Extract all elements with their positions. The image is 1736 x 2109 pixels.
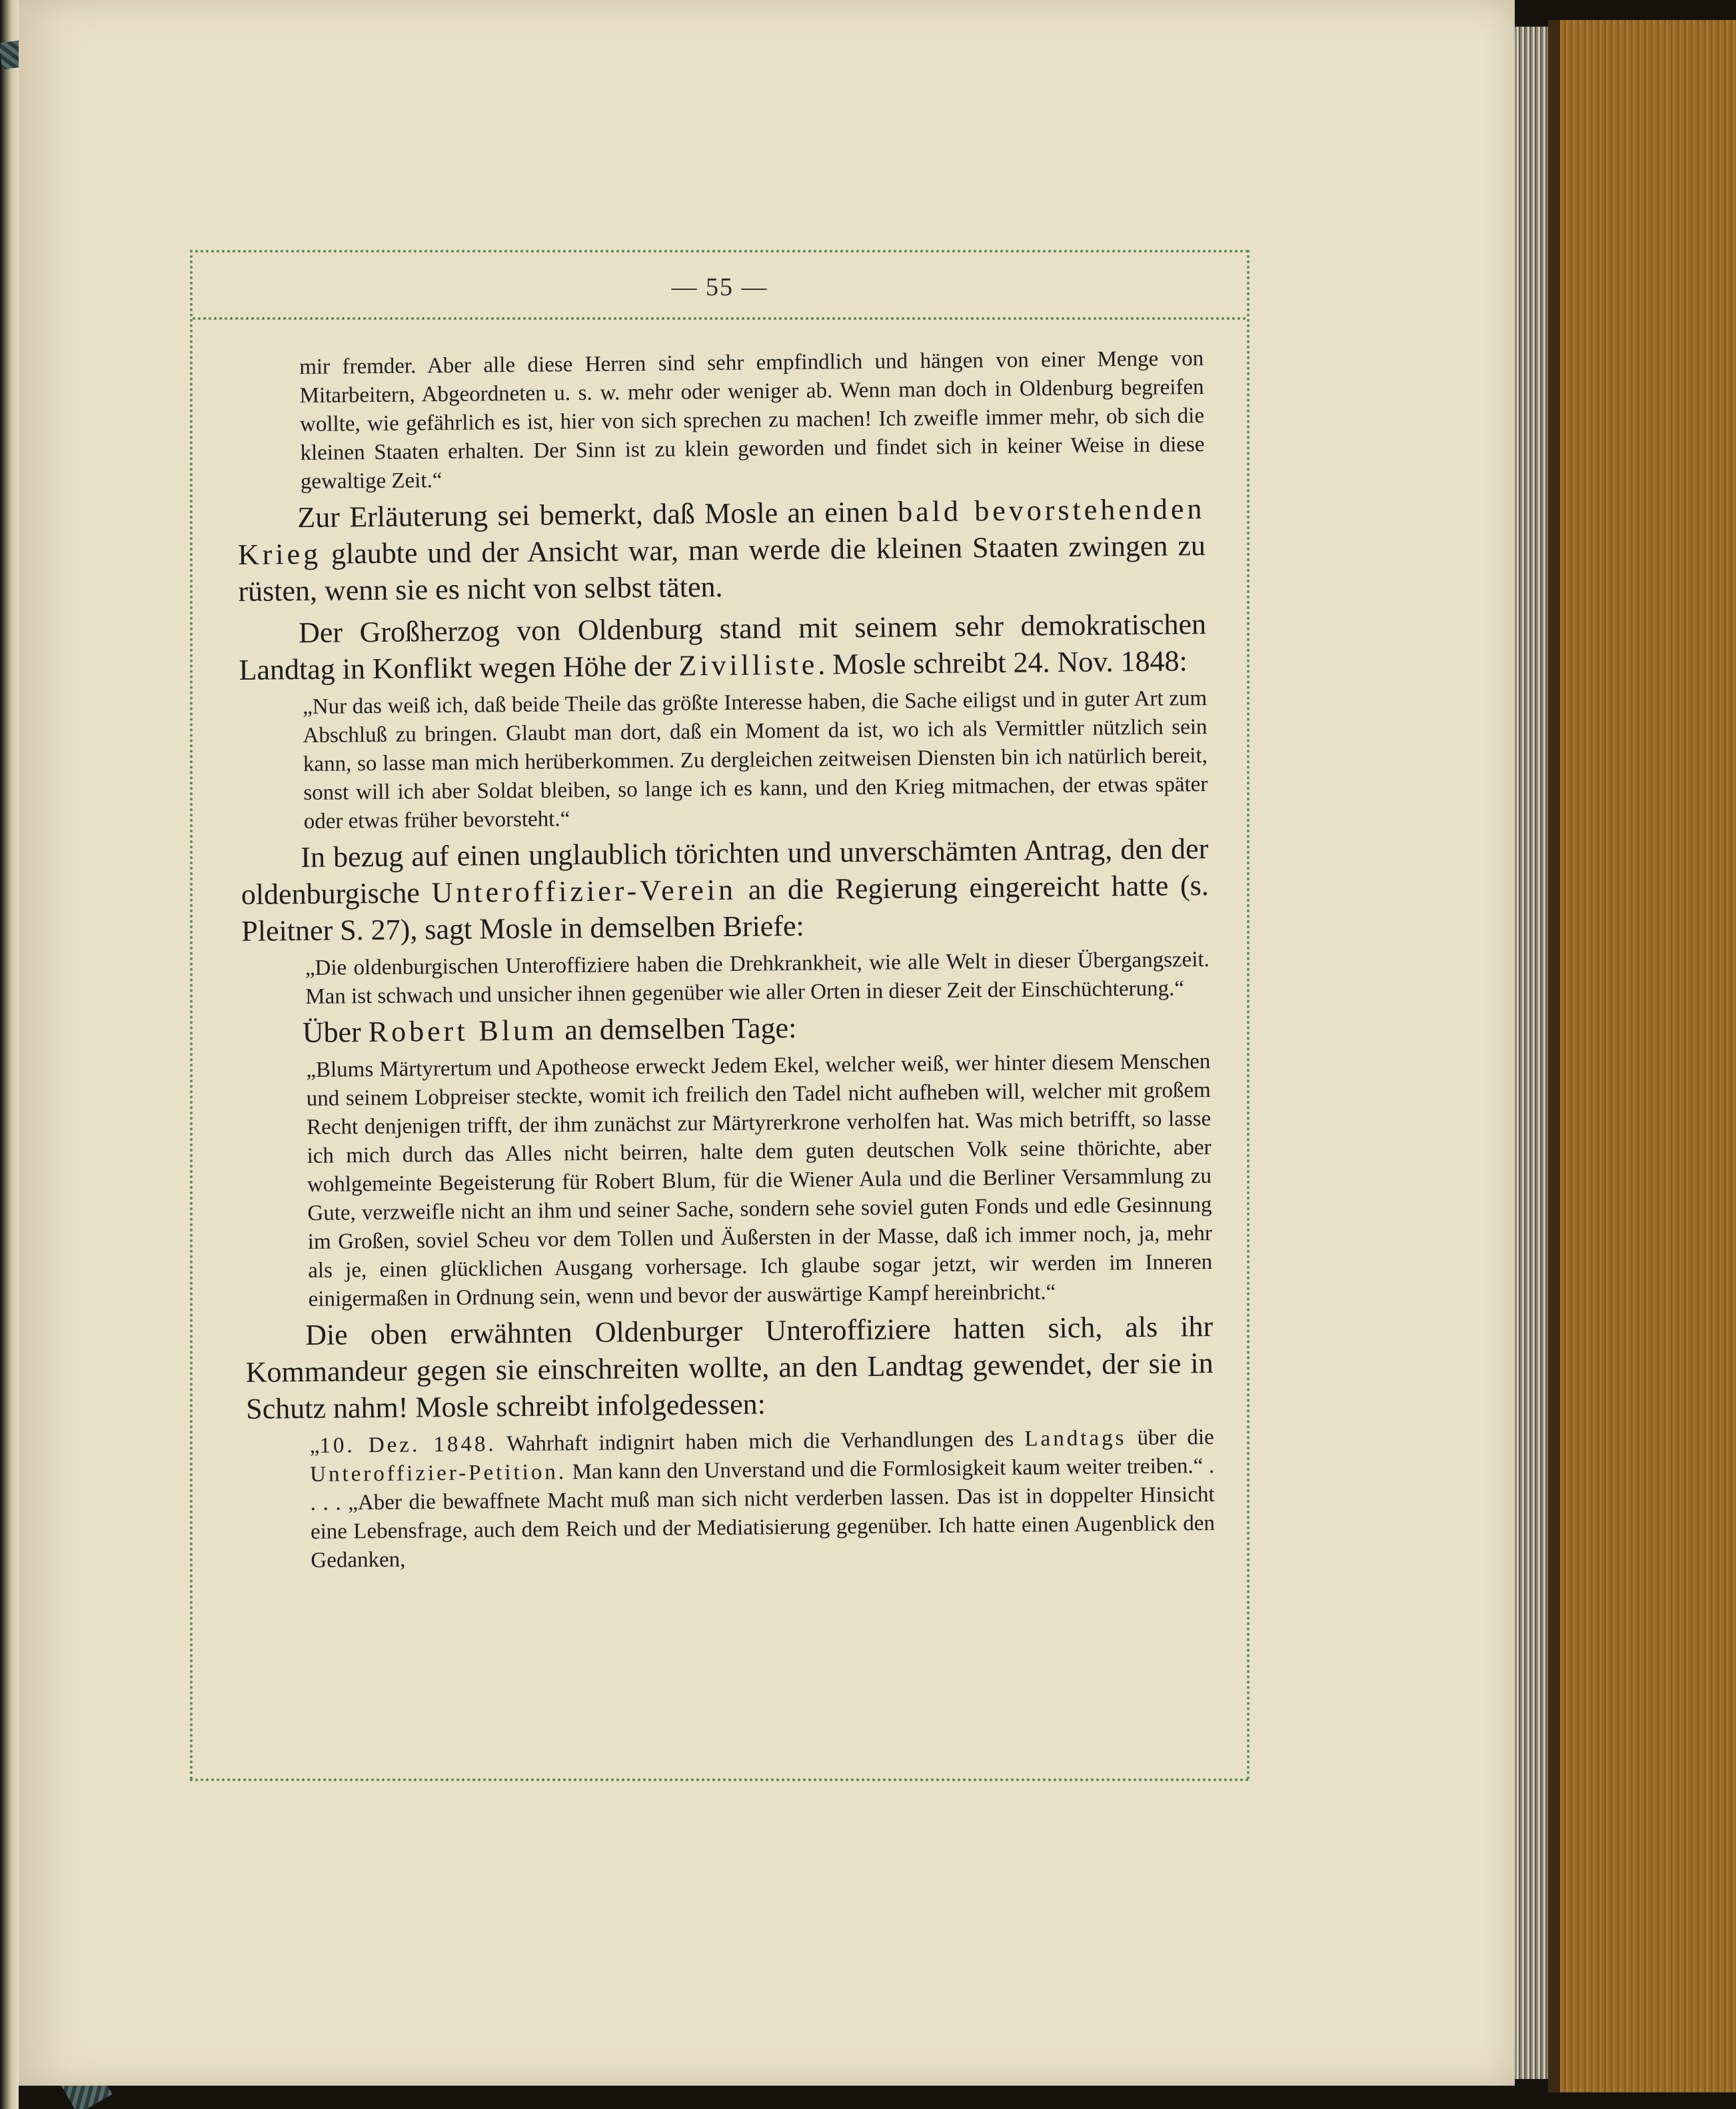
paragraph-2 bbox=[239, 606, 1207, 688]
page-number: — 55 — bbox=[671, 273, 768, 301]
text-run: Der Großherzog von Oldenburg stand mit seinem sehr demokratischen Landtag in Konflikt wegen Höhe der bbox=[239, 608, 1207, 686]
spaced-emphasis: Robert Blum bbox=[368, 1014, 558, 1049]
spaced-emphasis: Unteroffizier-Petition. bbox=[310, 1460, 567, 1487]
page-body bbox=[236, 345, 1217, 1766]
text-run: Man kann den Unverstand und die Formlosigkeit kaum weiter treiben.“ . . . . „Aber die bewaffnete Macht muß man sich nicht verderben lassen. Das ist in doppelter Hinsicht eine Lebensfrage, auch dem Reich und der Mediatisierung gegenüber. Ich hatte einen Augenblick den Gedanken, bbox=[310, 1453, 1216, 1573]
spaced-emphasis: Landtags bbox=[1024, 1426, 1127, 1451]
quote-paragraph-5 bbox=[310, 1423, 1216, 1575]
spaced-emphasis: Unteroffizier-Verein bbox=[431, 873, 737, 910]
quote-paragraph-4: „Blums Märtyrertum und Apotheose erweckt Jedem Ekel, welcher weiß, wer hinter diesem Menschen und seinem Lobpreiser steckte, womit ich freilich den Tadel nicht aufheben will, welcher mit großem Recht denjenigen trifft, der ihm zunächst zur Märtyrerkrone verholfen hat. Was mich betrifft, so lasse ich mich durch das Alles nicht beirren, halte dem guten deutschen Volk seine thörichte, aber wohlgemeinte Begeisterung für Robert Blum, für die Wiener Aula und die Berliner Versammlung zu Gute, verzweifle nicht an ihm und seiner Sache, sondern sehe soviel guten Fonds und edle Gesinnung im Großen, soviel Scheu vor dem Tollen und Äußersten in der Masse, daß ich immer noch, ja, mehr als je, einen glücklichen Ausgang vorhersage. Ich glaube sogar jetzt, wir werden im Inneren einigermaßen in Ordnung sein, wenn und bevor der auswärtige Kampf hereinbricht.“ bbox=[306, 1049, 1213, 1311]
paragraph-3 bbox=[241, 830, 1210, 950]
quote-paragraph-1: mir fremder. Aber alle diese Herren sind sehr empfindlich und hängen von einer Menge von Mitarbeitern, Abgeordneten u. s. w. mehr oder weniger ab. Wenn man doch in Oldenburg begreifen wollte, wie gefährlich es ist, hier von sich sprechen zu machen! Ich zweifle immer mehr, ob sich die kleinen Staaten erhalten. Der Sinn ist zu klein geworden und findet sich in keiner Weise in diese gewaltige Zeit.“ bbox=[299, 347, 1205, 494]
spaced-emphasis: Zivilliste bbox=[678, 648, 818, 682]
text-run: glaubte und der Ansicht war, man werde die kleinen Staaten zwingen zu rüsten, wenn sie es nicht von selbst täten. bbox=[238, 529, 1206, 608]
quote-paragraph-2: „Nur das weiß ich, daß beide Theile das größte Interesse haben, die Sache eiligst und in guter Art zum Abschluß zu bringen. Glaubt man dort, daß ein Moment da ist, wo ich als Vermittler nützlich sein kann, so lasse man mich herüberkommen. Zu dergleichen zeitweisen Diensten bin ich natürlich bereit, sonst will ich aber Soldat bleiben, so lange ich es kann, und den Krieg mitmachen, der etwas später oder etwas früher bevorsteht.“ bbox=[302, 686, 1208, 834]
left-page-edge bbox=[0, 0, 19, 2109]
book-cover bbox=[1548, 20, 1736, 2092]
text-run: In bezug auf einen unglaublich törichten und unverschämten Antrag, den der oldenburgische bbox=[241, 832, 1209, 911]
text-run: Zur Erläuterung sei bemerkt, daß Mosle an einen bbox=[297, 495, 898, 534]
text-run: über die bbox=[1126, 1425, 1214, 1451]
header-divider bbox=[193, 317, 1247, 320]
text-run: „ bbox=[309, 1433, 320, 1458]
text-run: . Mosle schreibt 24. Nov. 1848: bbox=[818, 644, 1188, 681]
spaced-emphasis: 10. Dez. 1848. bbox=[319, 1432, 496, 1458]
text-run: Über bbox=[302, 1016, 369, 1050]
text-run: Wahrhaft indignirt haben mich die Verhandlungen des bbox=[496, 1427, 1025, 1457]
paragraph-5: Die oben erwähnten Oldenburger Unteroffiziere hatten sich, als ihr Kommandeur gegen sie einschreiten wollte, an den Landtag gewendet, der sie in Schutz nahm! Mosle schreibt infolgedessen: bbox=[245, 1309, 1214, 1425]
text-run: an die Regierung eingereicht hatte (s. Pleitner S. 27), sagt Mosle in demselben Briefe: bbox=[241, 868, 1209, 948]
paragraph-4 bbox=[243, 1006, 1210, 1052]
text-run: an demselben Tage: bbox=[557, 1011, 797, 1047]
page-edges bbox=[1515, 27, 1548, 2079]
spaced-emphasis: bald bevorstehenden Krieg bbox=[237, 492, 1206, 571]
book-page bbox=[19, 0, 1515, 2086]
paragraph-1 bbox=[237, 490, 1206, 610]
green-dotted-frame bbox=[190, 250, 1250, 1781]
quote-paragraph-3: „Die oldenburgischen Unteroffiziere haben die Drehkrankheit, wie alle Welt in dieser Übergangszeit. Man ist schwach und unsicher ihnen gegenüber wie aller Orten in dieser Zeit der Einschüchterung.“ bbox=[305, 947, 1210, 1010]
